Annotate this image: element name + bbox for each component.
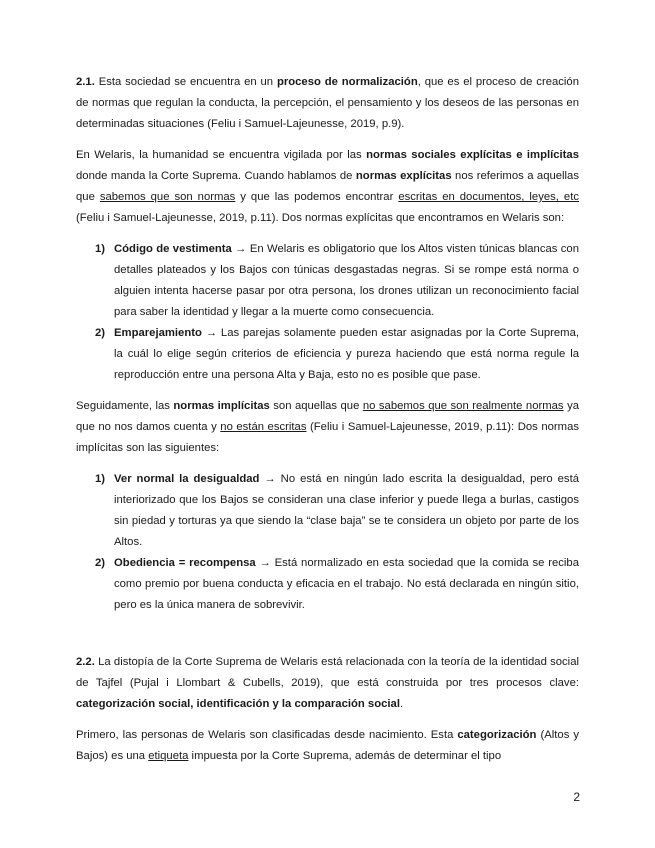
- underlined-phrase: no sabemos que son realmente normas: [362, 400, 564, 412]
- list-item: [76, 239, 579, 323]
- list-number: 2): [95, 327, 106, 339]
- welaris-paragraph: En Welaris, la humanidad se encuentra vigilada por las normas sociales explícitas e implícitas donde manda la Corte Suprema. Cuando hablamos de normas explícitas nos referimos a aquellas que sabemos que son normas y que las podemos encontrar escritas en documentos, leyes, etc (Feliu i Samuel-Lajeunesse, 2019, p.11). Dos normas explícitas que encontramos en Welaris son:: [76, 149, 579, 224]
- list-item-text: No está en ningún lado escrita la desigualdad, pero está interiorizado que los Bajos se consideran una clase inferior y puede llega a burlas, castigos sin piedad y torturas ya que siendo la “clase baja” se te considera un objeto por parte de los Altos.: [114, 473, 579, 548]
- section-number: 2.1.: [76, 76, 95, 88]
- implicit-intro-paragraph: Seguidamente, las normas implícitas son aquellas que no sabemos que son realmente normas ya que no nos damos cuenta y no están escritas (Feliu i Samuel-Lajeunesse, 2019, p.11): Dos normas implícitas son las siguientes:: [76, 400, 579, 454]
- arrow: →: [259, 473, 281, 485]
- section-number: 2.2.: [76, 656, 95, 668]
- key-term: categorización social, identificación y la comparación social: [76, 698, 400, 710]
- list-item: [76, 323, 579, 386]
- list-number: 2): [95, 557, 106, 569]
- key-term: normas sociales explícitas e implícitas: [366, 149, 579, 161]
- underlined-phrase: escritas en documentos, leyes, etc: [398, 191, 579, 203]
- arrow: →: [201, 327, 221, 339]
- page-content: [76, 72, 579, 777]
- list-item-text: Está normalizado en esta sociedad que la comida se reciba como premio por buena conducta y eficacia en el trabajo. No está declarada en ningún sitio, pero es la única manera de sobrevivir.: [114, 557, 579, 611]
- key-term: categorización: [457, 729, 537, 741]
- list-item: [76, 469, 579, 553]
- section-spacer: [76, 626, 579, 652]
- list-item-title: Obediencia = recompensa: [114, 557, 256, 569]
- key-term: normas implícitas: [173, 400, 270, 412]
- list-number: 1): [95, 243, 106, 255]
- key-term: normas explícitas: [355, 170, 452, 182]
- explicit-norms-list: [76, 239, 579, 386]
- list-item-title: Emparejamiento: [114, 327, 202, 339]
- underlined-phrase: sabemos que son normas: [99, 191, 236, 203]
- list-item: [76, 553, 579, 616]
- list-item-text: Las parejas solamente pueden estar asignadas por la Corte Suprema, la cuál lo elige según criterios de eficiencia y pureza haciendo que está norma regule la reproducción entre una persona Alta y Baja, esto no es posible que pase.: [114, 327, 580, 381]
- underlined-phrase: no están escritas: [220, 421, 307, 433]
- underlined-phrase: etiqueta: [148, 750, 189, 762]
- section-2-1-paragraph: 2.1. Esta sociedad se encuentra en un proceso de normalización, que es el proceso de creación de normas que regulan la conducta, la percepción, el pensamiento y los deseos de las personas en determinadas situaciones (Feliu i Samuel-Lajeunesse, 2019, p.9).: [76, 76, 580, 130]
- primero-paragraph: Primero, las personas de Welaris son clasificadas desde nacimiento. Esta categorización (Altos y Bajos) es una etiqueta impuesta por la Corte Suprema, además de determinar el tipo: [76, 729, 579, 762]
- arrow: →: [255, 557, 275, 569]
- page-number: 2: [573, 790, 580, 804]
- implicit-norms-list: [76, 469, 579, 616]
- key-term: proceso de normalización: [276, 76, 418, 88]
- list-item-text: En Welaris es obligatorio que los Altos visten túnicas blancas con detalles plateados y los Bajos con túnicas desgastadas negras. Si se rompe está norma o alguien intenta hacerse pasar por otra persona, los drones utilizan un reconocimiento facial para saber la identidad y llegar a la muerte como consecuencia.: [114, 243, 579, 318]
- arrow: →: [231, 243, 250, 255]
- section-2-2-paragraph: 2.2. La distopía de la Corte Suprema de Welaris está relacionada con la teoría de la identidad social de Tajfel (Pujal i Llombart & Cubells, 2019), que está construida por tres procesos clave: categorización social, identificación y la comparación social.: [76, 656, 579, 710]
- list-item-title: Ver normal la desigualdad: [114, 473, 260, 485]
- list-number: 1): [95, 473, 106, 485]
- list-item-title: Código de vestimenta: [114, 243, 232, 255]
